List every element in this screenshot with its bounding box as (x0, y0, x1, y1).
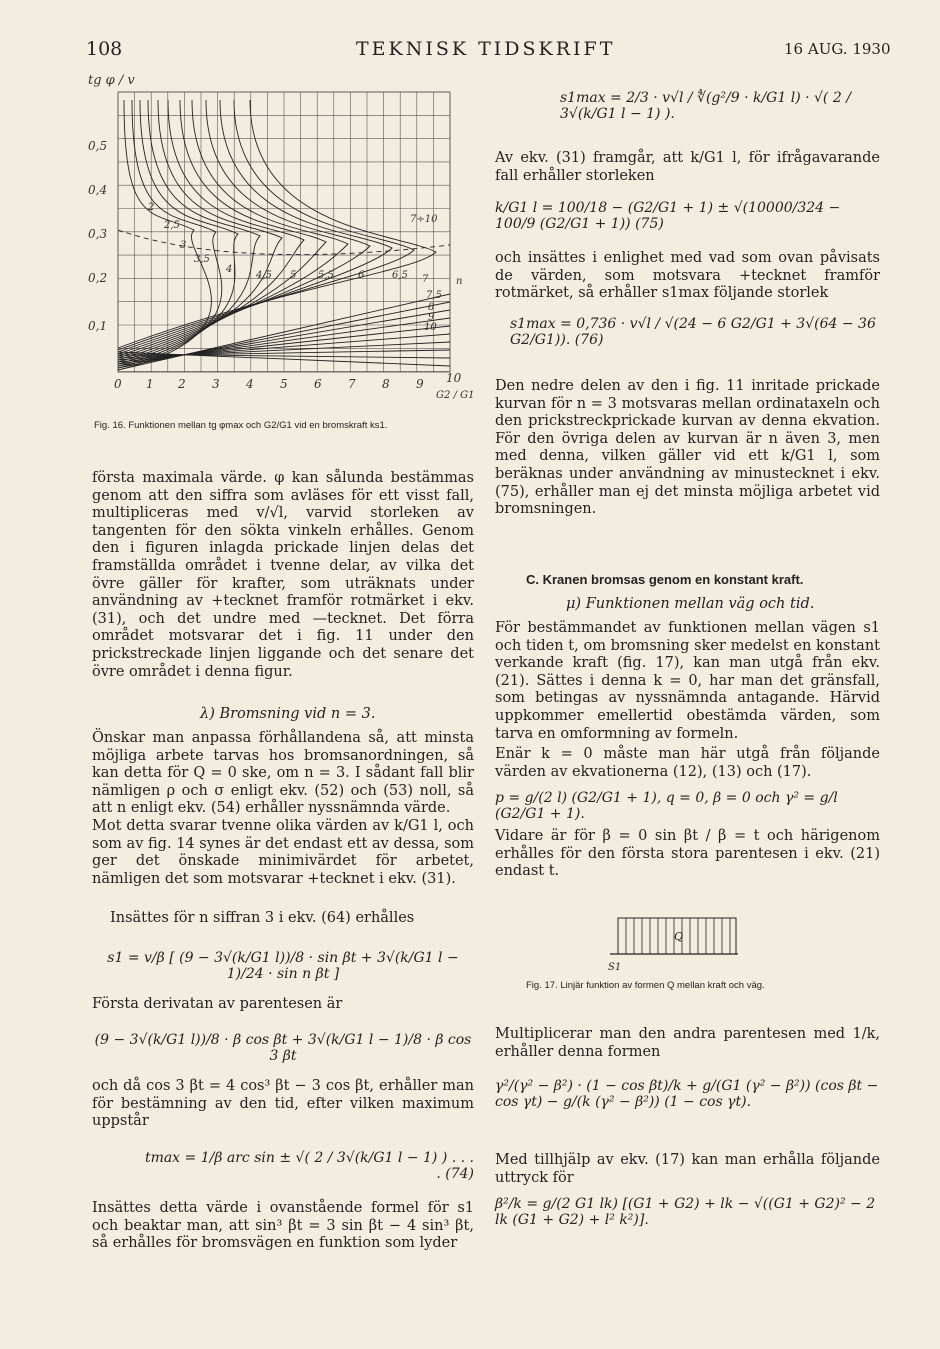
left-paragraph-4: Insättes för n siffran 3 i ekv. (64) erhålles (110, 910, 415, 926)
y-tick: 0,1 (88, 319, 108, 333)
right-paragraph-7: Multiplicerar man den andra parentesen med 1/k, erhåller denna formen (495, 1026, 880, 1060)
curve-label: 6 (358, 270, 365, 281)
x-tick: 10 (446, 371, 462, 385)
chart-curve (118, 100, 238, 366)
curve-label: 4,5 (256, 270, 272, 281)
figure-17-caption: Fig. 17. Linjär funktion av formen Q mellan kraft och väg. (526, 980, 765, 991)
x-tick: 4 (246, 377, 254, 391)
figure-17-q-label: Q (674, 930, 684, 943)
x-tick: 9 (416, 377, 424, 391)
right-paragraph-4: För bestämmandet av funktionen mellan vägen s1 och tiden t, om bromsning sker medelst en konstant verkande kraft (fig. 17), kan man utgå från ekv. (21). Sättes i denna k = 0, har man det gränsfall, som betingas av nyssnämnda antagande. Härvid uppkommer emellertid obestämda värden, som tarva en omformning av formeln. (495, 620, 880, 742)
curve-label: 4 (226, 264, 233, 275)
figure-16-caption: Fig. 16. Funktionen mellan tg φmax och G2/G1 vid en bromskraft ks1. (94, 420, 388, 431)
curve-label: 2 (148, 202, 155, 213)
y-axis-label: tg φ / v (88, 73, 135, 88)
right-paragraph-6: Vidare är för β = 0 sin βt / β = t och härigenom erhålles för den första stora parentesen i ekv. (21) endast t. (495, 828, 880, 880)
curve-label: 3,5 (194, 254, 210, 265)
subsection-heading-mu: μ) Funktionen mellan väg och tid. (566, 596, 815, 612)
left-paragraph-5: Första derivatan av parentesen är (92, 996, 343, 1012)
issue-date: 16 AUG. 1930 (784, 40, 891, 58)
equation-s1: s1 = v/β [ (9 − 3√(k/G1 l))/8 · sin βt + 3√(k/G1 l − 1)/24 · sin n βt ] (107, 950, 459, 982)
right-paragraph-2: och insättes i enlighet med vad som ovan påvisats de värden, som motsvara +tecknet framför rotmärket, så erhåller s1max följande storlek (495, 250, 880, 302)
x-tick: 3 (212, 377, 220, 391)
y-tick: 0,4 (88, 183, 108, 197)
curve-label: 6,5 (392, 270, 408, 281)
right-paragraph-1: Av ekv. (31) framgår, att k/G1 l, för ifrågavarande fall erhåller storleken (495, 150, 880, 184)
right-paragraph-5: Enär k = 0 måste man här utgå från följande värden av ekvationerna (12), (13) och (17). (495, 746, 880, 780)
x-axis-label: G2 / G1 (436, 390, 474, 401)
curve-label: 7÷10 (410, 214, 438, 225)
curve-label: 7 (422, 274, 429, 285)
equation-derivative: (9 − 3√(k/G1 l))/8 · β cos βt + 3√(k/G1 l − 1)/8 · β cos 3 βt (94, 1032, 472, 1064)
section-heading-c: C. Kranen bromsas genom en konstant kraft. (526, 572, 804, 587)
x-tick: 8 (382, 377, 390, 391)
chart-curve (118, 100, 370, 354)
curve-label: n (456, 276, 463, 287)
journal-title: TEKNISK TIDSKRIFT (356, 38, 616, 60)
x-tick: 5 (280, 377, 288, 391)
section-heading-lambda: λ) Bromsning vid n = 3. (200, 706, 376, 722)
curve-label: 10 (424, 322, 437, 333)
y-tick: 0,2 (88, 271, 108, 285)
equation-75: k/G1 l = 100/18 − (G2/G1 + 1) ± √(10000/324 − 100/9 (G2/G1 + 1)) (75) (495, 200, 841, 232)
curve-label: 9 (428, 312, 435, 323)
x-tick: 6 (314, 377, 322, 391)
left-paragraph-6: och då cos 3 βt = 4 cos³ βt − 3 cos βt, erhåller man för bestämning av den tid, efter vilken maximum uppstår (92, 1078, 474, 1130)
equation-form: γ²/(γ² − β²) · (1 − cos βt)/k + g/(G1 (γ² − β²)) (cos βt − cos γt) − g/(k (γ² − β²)) (1 − cos γt). (495, 1078, 879, 1110)
right-paragraph-3: Den nedre delen av den i fig. 11 inritade prickade kurvan för n = 3 motsvaras mellan ordinataxeln och den prickstreckprickade kurvan av denna ekvation. För den övriga delen av kurvan är n även 3, men med denna, vilken gäller vid ett k/G1 l, som beräknas under användning av minustecknet i ekv. (75), erhåller man ej det minsta möjliga arbetet vid bromsningen. (495, 378, 880, 518)
curve-label: 5 (290, 270, 297, 281)
figure-17-diagram (600, 912, 740, 972)
curve-label: 3 (180, 240, 187, 251)
curve-label: 2,5 (164, 220, 180, 231)
curve-label: 5,5 (318, 270, 334, 281)
x-tick: 0 (114, 377, 122, 391)
left-paragraph-2: Önskar man anpassa förhållandena så, att minsta möjliga arbete tarvas hos bromsanordningen, så kan detta för Q = 0 ske, om n = 3. I sådant fall blir nämligen ρ och σ enligt ekv. (52) och (53) noll, så att n enligt ekv. (54) erhåller nyssnämnda värde. (92, 730, 474, 817)
equation-beta: β²/k = g/(2 G1 lk) [(G1 + G2) + lk − √((G1 + G2)² − 2 lk (G1 + G2) + l² k²)]. (495, 1196, 876, 1228)
curve-label: 8 (428, 302, 435, 313)
x-tick: 1 (146, 377, 154, 391)
figure-17-s-label: S1 (608, 962, 622, 972)
equation-p-q-beta: p = g/(2 l) (G2/G1 + 1), q = 0, β = 0 och γ² = g/l (G2/G1 + 1). (495, 790, 838, 822)
x-tick: 2 (178, 377, 186, 391)
curve-label: 7,5 (426, 290, 442, 301)
right-paragraph-8: Med tillhjälp av ekv. (17) kan man erhålla följande uttryck för (495, 1152, 880, 1186)
left-paragraph-1: första maximala värde. φ kan sålunda bestämmas genom att den siffra som avläses för ett visst fall, multipliceras med v/√l, varvid storleken av tangenten för den sökta vinkeln erhålles. Genom den i figuren inlagda prickade linjen delas det framställda området i tvenne delar, av vilka det övre gäller för krafter, som uträknats under användning av +tecknet framför rotmärket i ekv. (31), och det undre med —tecknet. Det förra området motsvarar det i fig. 11 under den prickstreckade linjen liggande och det senare det övre området i denna figur. (92, 470, 474, 680)
y-tick: 0,5 (88, 139, 108, 153)
x-tick: 7 (348, 377, 356, 391)
left-paragraph-7: Insättes detta värde i ovanstående formel för s1 och beaktar man, att sin³ βt = 3 sin βt − 4 sin³ βt, så erhålles för bromsvägen en funktion som lyder (92, 1200, 474, 1252)
equation-74: tmax = 1/β arc sin ± √( 2 / 3√(k/G1 l − 1) ) . . . . (74) (144, 1150, 474, 1182)
equation-s1max: s1max = 2/3 · v√l / ∜(g²/9 · k/G1 l) · √( 2 / 3√(k/G1 l − 1) ). (560, 90, 851, 122)
equation-76: s1max = 0,736 · v√l / √(24 − 6 G2/G1 + 3√(64 − 36 G2/G1)). (76) (510, 316, 876, 348)
page-number: 108 (86, 38, 123, 60)
left-paragraph-3: Mot detta svarar tvenne olika värden av k/G1 l, och som av fig. 14 synes är det endast ett av dessa, som ger det önskade minimivärdet för arbetet, nämligen det som motsvarar +tecknet i ekv. (31). (92, 818, 474, 887)
figure-16-chart (84, 70, 474, 410)
y-tick: 0,3 (88, 227, 108, 241)
